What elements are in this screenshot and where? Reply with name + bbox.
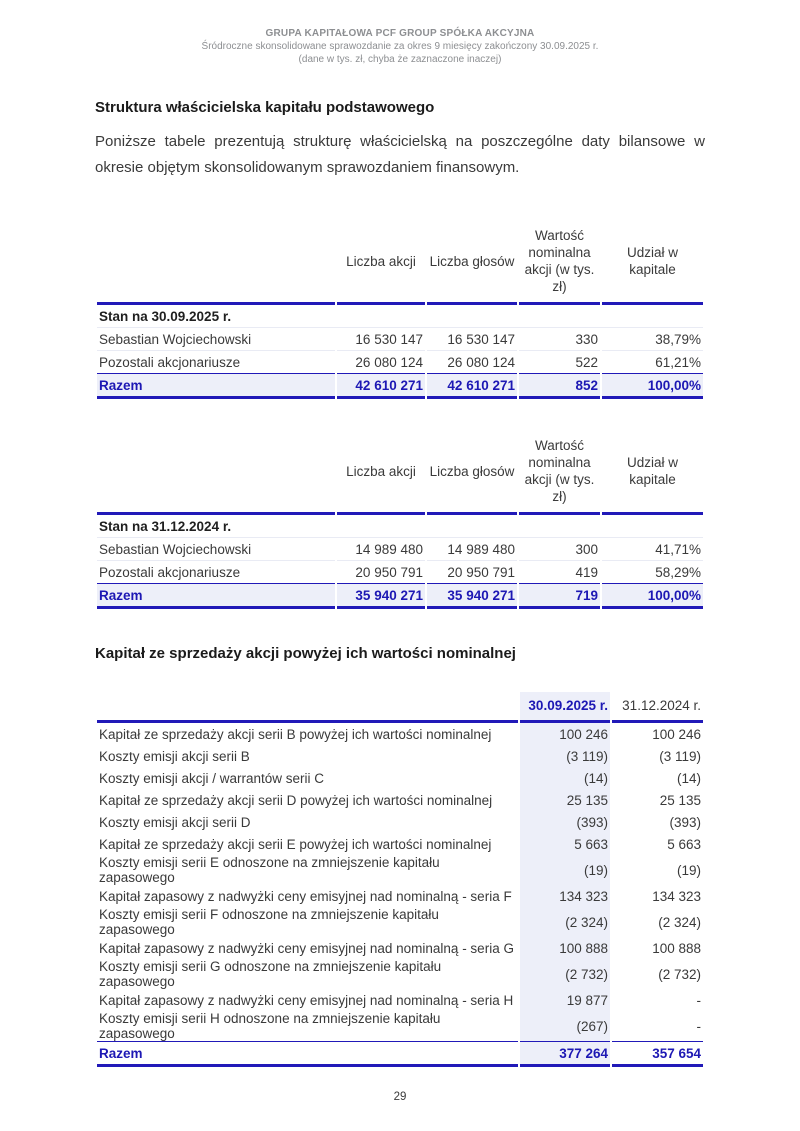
company-name: GRUPA KAPITAŁOWA PCF GROUP SPÓŁKA AKCYJNA [265,28,535,39]
column-header: Udział w kapitale [602,219,703,305]
ownership-table-2024 [95,429,705,609]
value-cell: 26 080 124 [447,354,515,370]
table-row [97,989,703,1011]
total-row [97,373,703,399]
total-value-cell: 377 264 [520,1041,610,1067]
capital-section-title: Kapitał ze sprzedaży akcji powyżej ich wartości nominalnej [95,645,516,662]
state-date-row [97,305,703,328]
shareholder-label: Sebastian Wojciechowski [97,538,335,561]
ownership-section-title: Struktura właścicielska kapitału podstawowego [95,99,435,116]
value-cell: 14 989 480 [427,538,517,561]
table-row [97,745,703,767]
table-row [97,723,703,745]
total-value-cell: 357 654 [612,1041,703,1067]
line-item-label: Kapitał zapasowy z nadwyżki ceny emisyjnej nad nominalną - seria F [99,888,512,904]
column-header: Liczba głosów [427,429,517,515]
value-cell: (14) [676,770,701,786]
value-cell: 100 888 [652,940,701,956]
table-row [97,351,703,373]
value-cell: (3 119) [520,745,610,767]
total-row [97,1041,703,1067]
total-value-cell: 35 940 271 [337,583,425,609]
column-header [97,692,518,723]
value-cell: 14 989 480 [337,538,425,561]
table-row [97,885,703,907]
page-number: 29 [393,1091,407,1103]
table-row [97,789,703,811]
column-header: Wartość nominalna akcji (w tys. zł) [519,219,600,305]
value-cell: 134 323 [652,888,701,904]
value-cell: 5 663 [667,836,701,852]
shareholder-label: Pozostali akcjonariusze [99,564,241,580]
column-header: Udział w kapitale [602,429,703,515]
shareholder-label: Sebastian Wojciechowski [97,328,335,351]
value-cell: 41,71% [602,538,703,561]
value-cell: (267) [520,1011,610,1041]
table-row [97,959,703,989]
state-date-row [97,515,703,538]
value-cell: (19) [520,855,610,885]
value-cell: 19 877 [520,989,610,1011]
line-item-label: Kapitał ze sprzedaży akcji serii B powyżej ich wartości nominalnej [99,726,492,742]
column-header: 30.09.2025 r. [520,692,610,723]
value-cell: (393) [669,814,701,830]
column-header [97,429,335,515]
table-row [97,937,703,959]
value-cell: (2 732) [658,966,701,982]
content-column [95,99,705,1067]
line-item-label: Koszty emisji serii G odnoszone na zmniejszenie kapitału zapasowego [99,959,442,989]
header-row [97,219,703,305]
table-row [97,328,703,351]
state-date-label: Stan na 31.12.2024 r. [97,515,703,538]
column-header: Liczba głosów [427,219,517,305]
value-cell: 100 246 [520,723,610,745]
line-item-label: Kapitał ze sprzedaży akcji serii D powyżej ich wartości nominalnej [99,792,493,808]
report-note: (dane w tys. zł, chyba że zaznaczone inaczej) [298,54,502,65]
value-cell: 25 135 [659,792,701,808]
value-cell: (393) [520,811,610,833]
total-value-cell: 42 610 271 [427,373,517,399]
table-row [97,1011,703,1041]
table-row [97,767,703,789]
value-cell: (19) [676,862,701,878]
total-value-cell: 852 [519,373,600,399]
value-cell: 330 [519,328,600,351]
report-subtitle: Śródroczne skonsolidowane sprawozdanie za okres 9 miesięcy zakończony 30.09.2025 r. [201,41,599,52]
line-item-label: Kapitał zapasowy z nadwyżki ceny emisyjnej nad nominalną - seria H [99,992,514,1008]
capital-table [95,692,705,1067]
value-cell: (2 324) [520,907,610,937]
line-item-label: Koszty emisji akcji / warrantów serii C [99,770,325,786]
state-date-label: Stan na 30.09.2025 r. [97,305,703,328]
total-value-cell: 719 [519,583,600,609]
value-cell: 100 888 [520,937,610,959]
value-cell: (3 119) [659,748,701,764]
column-header: Liczba akcji [337,429,425,515]
total-value-cell: 42 610 271 [337,373,425,399]
value-cell: 58,29% [655,564,701,580]
line-item-label: Koszty emisji serii F odnoszone na zmniejszenie kapitału zapasowego [99,907,439,937]
value-cell: 61,21% [655,354,701,370]
line-item-label: Kapitał ze sprzedaży akcji serii E powyżej ich wartości nominalnej [99,836,492,852]
value-cell: 25 135 [520,789,610,811]
value-cell: 300 [519,538,600,561]
line-item-label: Koszty emisji serii H odnoszone na zmniejszenie kapitału zapasowego [99,1011,441,1041]
shareholder-label: Pozostali akcjonariusze [99,354,241,370]
line-item-label: Koszty emisji akcji serii B [99,748,250,764]
column-header: Liczba akcji [337,219,425,305]
value-cell: 16 530 147 [337,328,425,351]
value-cell: (14) [520,767,610,789]
value-cell: 26 080 124 [355,354,423,370]
table-row [97,833,703,855]
value-cell: 134 323 [520,885,610,907]
line-item-label: Kapitał zapasowy z nadwyżki ceny emisyjnej nad nominalną - seria G [99,940,514,956]
ownership-intro-paragraph: Poniższe tabele prezentują strukturę właścicielską na poszczególne daty bilansowe w okresie objętym skonsolidowanym sprawozdaniem finansowym. [95,133,705,176]
table-row [97,907,703,937]
value-cell: 38,79% [602,328,703,351]
line-item-label: Koszty emisji serii E odnoszone na zmniejszenie kapitału zapasowego [99,855,440,885]
total-label: Razem [97,1041,518,1067]
value-cell: 522 [575,354,598,370]
value-cell: - [696,992,701,1008]
value-cell: 419 [575,564,598,580]
ownership-table-2025 [95,219,705,399]
column-header: Wartość nominalna akcji (w tys. zł) [519,429,600,515]
value-cell: (2 732) [520,959,610,989]
total-label: Razem [97,583,335,609]
total-row [97,583,703,609]
table-row [97,561,703,583]
table-row [97,538,703,561]
value-cell: 100 246 [652,726,701,742]
total-label: Razem [97,373,335,399]
value-cell: (2 324) [658,914,701,930]
table-row [97,811,703,833]
value-cell: 5 663 [520,833,610,855]
value-cell: 16 530 147 [427,328,517,351]
value-cell: 20 950 791 [447,564,515,580]
value-cell: 20 950 791 [355,564,423,580]
total-value-cell: 100,00% [602,373,703,399]
column-header [97,219,335,305]
value-cell: - [696,1018,701,1034]
line-item-label: Koszty emisji akcji serii D [99,814,251,830]
total-value-cell: 100,00% [602,583,703,609]
column-header: 31.12.2024 r. [612,692,703,723]
header-row [97,692,703,723]
document-header [0,0,800,66]
total-value-cell: 35 940 271 [427,583,517,609]
table-row [97,855,703,885]
header-row [97,429,703,515]
